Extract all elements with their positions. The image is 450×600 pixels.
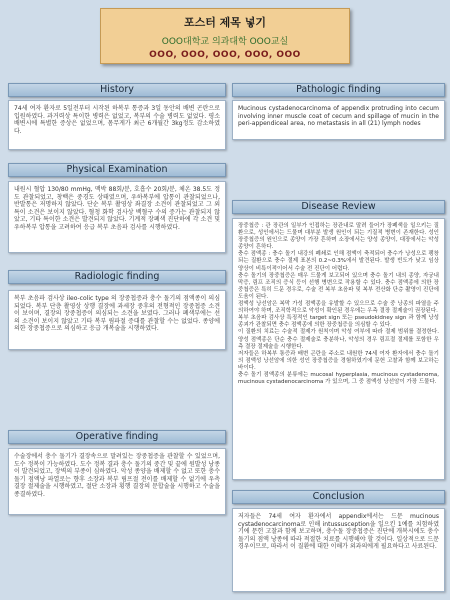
disease-review-paragraph: 복부 초음파 검사상 특징적인 target sign 또는 pseudokidney sign 과 함께 낭성 종괴가 관찰되면 충수 점액종에 의한 장중첩증을 의심할 수 있다. xyxy=(238,315,439,329)
disease-review-paragraph: 장중첩증 : 관 장관의 일부가 인접하는 장관내로 말려 들어가 장폐색을 일으키는 질환으로, 성인에서는 드물며 대부분 발생 원인이 되는 기질적 병변이 존재한다. 성인 장중첩증의 원인으로 종양이 가장 흔하며 소장에서는 양성 종양이, 대장에서는 악성 종양이 흔하다. xyxy=(238,223,439,251)
poster-title: 포스터 제목 넣기 xyxy=(183,16,267,29)
conclusion-text: 저자들은 74세 여자 환자에서 appendix에서는 드문 mucinous cystadenocarcinoma로 인해 intussusception을 일으킨 1예를 치험하였기에 문헌 고찰과 함께 보고하며, 충수돌 장중첩증은 진단에 개복시에도 충수 돌기의 점액 낭종에 따라 적절한 치료를 시행해야 할 것이다. 일상적으로 드문 경우이므로, 따라서 이 질환에 대한 이해가 외과의에게 필요하다고 사료된다. xyxy=(238,513,439,551)
pathologic-finding-body xyxy=(232,100,445,140)
conclusion-heading: Conclusion xyxy=(232,490,445,504)
radiologic-finding-body xyxy=(8,290,226,350)
pathologic-finding-heading: Pathologic finding xyxy=(232,83,445,97)
poster-affiliation: OOO대학교 의과대학 OOO교실 xyxy=(161,37,289,47)
disease-review-heading: Disease Review xyxy=(232,200,445,214)
disease-review-paragraph: 점액성 낭선암은 복막 가성 점액종을 유발할 수 있으므로 수술 중 낭종의 파열을 주의하여야 하며, 조직학적으로 악성이 확인된 경우에는 우측 결장 절제술이 권장된다. xyxy=(238,301,439,315)
history-heading: History xyxy=(8,83,226,97)
disease-review-paragraph: 저자들은 하복부 통증과 배변 곤란을 주소로 내원한 74세 여자 환자에서 충수 돌기의 점액성 낭선암에 의한 성인 장중첩증을 경험하였기에 문헌 고찰과 함께 보고하는 바이다. xyxy=(238,350,439,371)
physical-examination-text: 내원시 혈압 130/80 mmHg, 맥박 88회/분, 호흡수 20회/분, 체온 38.5도 정도 관찰되었고, 창백은 중경도 상태였으며, 우하복부에 압통이 관찰되었으나, 반발통은 저명하지 않았다. 단순 복부 촬영상 좌결장 소견이 관찰되었고 그 외 특이 소견은 보이지 않았다. 혈청 화학 검사상 백혈구 수의 증가는 관찰되지 않았고, 기타 특이한 소견은 발견되지 않았다. 기계적 장폐색 진단하에 각 소견 및 우하복부 압통을 고려하여 응급 복부 초음파 검사를 시행하였다. xyxy=(14,186,220,231)
radiologic-finding-heading: Radiologic finding xyxy=(8,270,226,284)
operative-finding-body xyxy=(8,448,226,515)
disease-review-paragraph: 이 질환의 치료는 수술적 절제가 원칙이며 악성 여부에 따라 절제 범위를 결정한다. 양성 점액종은 단순 충수 절제술로 충분하나, 악성의 경우 림프절 절제를 포함한 우측 결장 절제술을 시행한다. xyxy=(238,329,439,350)
conclusion-body xyxy=(232,508,445,592)
poster-authors: OOO, OOO, OOO, OOO, OOO xyxy=(149,50,301,60)
disease-review-body xyxy=(232,218,445,480)
physical-examination-heading: Physical Examination xyxy=(8,163,226,177)
operative-finding-text: 수술장에서 충수 돌기가 결장속으로 말려있는 장중첩증을 관찰할 수 있었으며, 도수 정복이 가능하였다. 도수 정복 결과 충수 돌기의 중간 및 끝에 원발성 낭종이 발견되었고, 장벽의 부종이 심하였다. 악성 종양을 배제할 수 없고 또한 충수 돌기 점액낭 파열로는 향후 소장과 복부 림프절 전이를 배제할 수 없기에 우측 결장 절제술을 시행하였고, 절단 소장과 횡행 결장의 문합술을 시행하고 수술을 종결하였다. xyxy=(14,453,220,498)
pathologic-finding-text: Mucinous cystadenocarcinoma of appendix protruding into cecum involving inner muscle coat of cecum and spillage of mucin in the peri-appendiceal area, no metastasis in all (21) lymph nodes xyxy=(238,105,439,128)
radiologic-finding-text: 복부 초음파 검사상 ileo-colic type 의 장중첩증과 충수 돌기의 점액종이 의심되었다. 복부 단층 촬영상 상행 결장에 과세장 중후의 전형적인 장중첩증 소견이 보이며, 결장의 장중첩증이 의심되는 소견을 보였다. 그러나 폐색부에는 선의 소견이 보이지 않았고 기타 복부 림파절 증대를 관찰할 수는 없었다. 종양에 의한 장중첩증으로 의심하고 응급 개복술을 시행하였다. xyxy=(14,295,220,333)
disease-review-paragraph: 충수 점액종 : 충수 돌기 내강의 폐쇄로 인해 점액이 축적되어 충수가 낭성으로 팽창되는 질환으로 충수 절제 표본의 0.2~0.3%에서 발견된다. 발생 빈도가 낮고 임상 양상이 비특이적이어서 수술 전 진단이 어렵다. xyxy=(238,251,439,272)
disease-review-paragraph: 충수 돌기 점액종의 분류에는 mucosal hyperplasia, mucinous cystadenoma, mucinous cystadenocarcinoma 가 있으며, 그 중 점액성 낭선암이 가장 드물다. xyxy=(238,371,439,386)
poster-header xyxy=(100,8,350,64)
history-text: 74세 여자 환자로 5일전부터 시작된 하복부 통증과 3일 동안의 배변 곤란으로 입원하였다. 과거력상 특이한 병력은 없었고, 복부의 수술 병력도 없었다. 평소 배변시에 특별한 증상은 없었으며, 몸무게가 최근 6개월간 3kg정도 감소하였다. xyxy=(14,105,220,135)
disease-review-paragraph: 충수 돌기의 장중첩증은 매우 드물게 보고되어 있으며 충수 돌기 내의 종양, 자궁내막증, 림프 조직의 증식 등이 선행 병변으로 작용할 수 있다. 충수 점액종에 의한 장중첩증은 특히 드문 경우로, 수술 전 복부 초음파 및 복부 전산화 단층 촬영이 진단에 도움이 된다. xyxy=(238,272,439,300)
history-body xyxy=(8,100,226,150)
physical-examination-body xyxy=(8,181,226,253)
operative-finding-heading: Operative finding xyxy=(8,430,226,444)
